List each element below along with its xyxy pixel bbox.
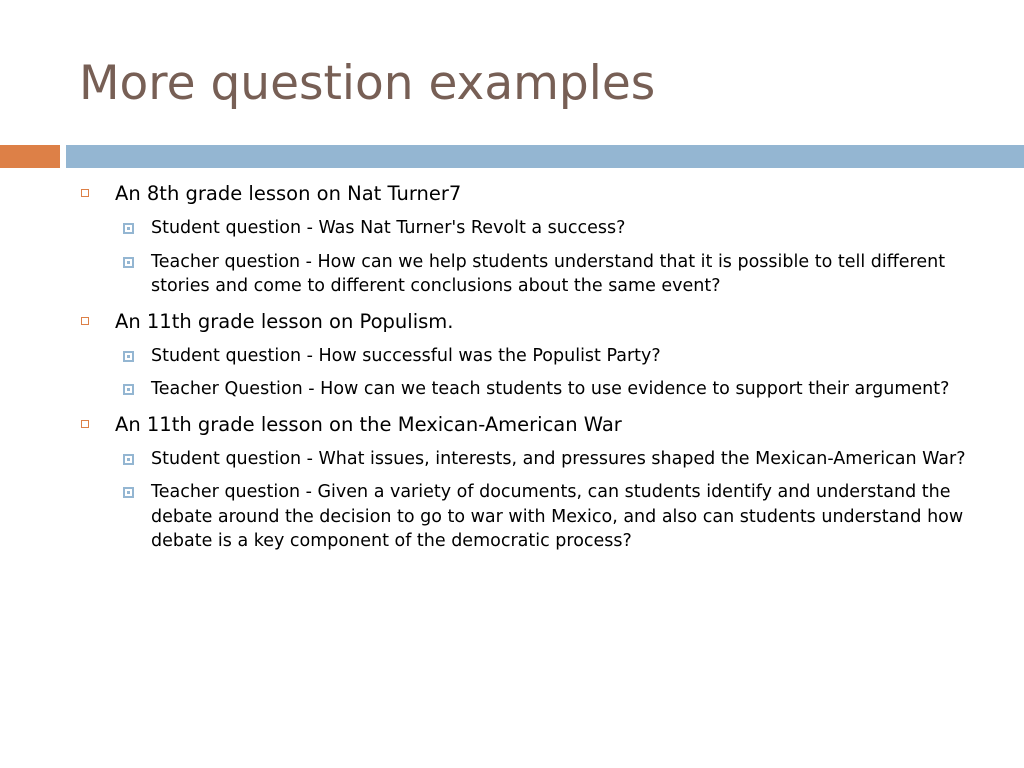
- slide-title: More question examples: [79, 56, 656, 111]
- bullet-section-1: [0, 180, 1024, 207]
- sub-bullet: [0, 250, 1024, 299]
- sub-bullet-text: Teacher question - How can we help students understand that it is possible to tell different stories and come to different conclusions about the same event?: [151, 251, 946, 296]
- sub-bullet: [0, 216, 1024, 241]
- hollow-square-bullet-icon: [81, 317, 89, 325]
- accent-bar: [0, 145, 60, 168]
- sub-bullet-text: Student question - How successful was the Populist Party?: [151, 345, 661, 366]
- sub-bullet-text: Student question - Was Nat Turner's Revolt a success?: [151, 218, 626, 238]
- square-bullet-icon: [123, 223, 134, 234]
- hollow-square-bullet-icon: [81, 189, 89, 197]
- bullet-section-3: [0, 411, 1024, 438]
- square-bullet-icon: [123, 454, 134, 465]
- square-bullet-icon: [123, 351, 134, 362]
- sub-bullet-text: Teacher Question - How can we teach students to use evidence to support their argument?: [151, 379, 950, 399]
- hollow-square-bullet-icon: [81, 420, 89, 428]
- sub-bullet-text: Teacher question - Given a variety of documents, can students identify and understand the debate around the decision to go to war with Mexico, and also can students understand how debate is a key component of the democratic process?: [151, 482, 964, 551]
- sub-bullet: [0, 480, 1024, 554]
- section-heading: An 11th grade lesson on Populism.: [115, 309, 454, 333]
- section-heading: An 11th grade lesson on the Mexican-American War: [115, 412, 622, 436]
- sub-bullet: [0, 377, 1024, 402]
- section-heading: An 8th grade lesson on Nat Turner7: [115, 182, 462, 205]
- sub-bullet: [0, 447, 1024, 472]
- square-bullet-icon: [123, 384, 134, 395]
- header-divider-bar: [66, 145, 1024, 168]
- bullet-section-2: [0, 308, 1024, 335]
- square-bullet-icon: [123, 487, 134, 498]
- square-bullet-icon: [123, 257, 134, 268]
- slide-body: [0, 180, 1024, 563]
- sub-bullet-text: Student question - What issues, interests, and pressures shaped the Mexican-American War?: [151, 448, 966, 469]
- sub-bullet: [0, 344, 1024, 369]
